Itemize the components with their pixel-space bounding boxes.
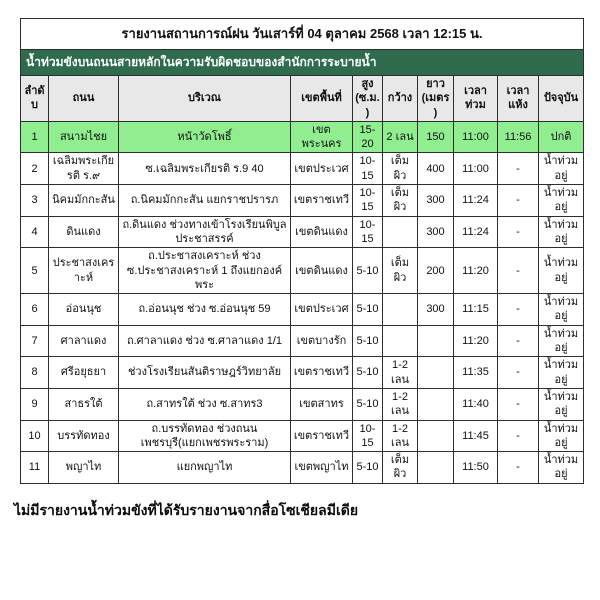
cell-area: ถ.อ่อนนุช ช่วง ซ.อ่อนนุช 59 bbox=[119, 294, 291, 326]
footer-note: ไม่มีรายงานน้ำท่วมขังที่ได้รับรายงานจากสื่อโซเชียลมีเดีย bbox=[14, 501, 359, 518]
cell-flood-time: 11:00 bbox=[454, 121, 498, 153]
cell-no: 1 bbox=[21, 121, 49, 153]
section-banner-row bbox=[21, 50, 584, 76]
cell-road: ดินแดง bbox=[49, 216, 119, 248]
cell-area: ช่วงโรงเรียนสันติราษฎร์วิทยาลัย bbox=[119, 357, 291, 389]
cell-width bbox=[383, 216, 418, 248]
cell-no: 8 bbox=[21, 357, 49, 389]
cell-no: 7 bbox=[21, 325, 49, 357]
table-row bbox=[21, 121, 584, 153]
col-header-length: ยาว (เมตร) bbox=[418, 76, 454, 122]
cell-height: 5-10 bbox=[353, 294, 383, 326]
cell-width: 1-2 เลน bbox=[383, 420, 418, 452]
table-row bbox=[21, 357, 584, 389]
cell-length bbox=[418, 388, 454, 420]
cell-road: สาธรใต้ bbox=[49, 388, 119, 420]
cell-district: เขตประเวศ bbox=[291, 153, 353, 185]
cell-district: เขตพญาไท bbox=[291, 452, 353, 484]
cell-length: 300 bbox=[418, 294, 454, 326]
table-row bbox=[21, 153, 584, 185]
cell-width: 1-2 เลน bbox=[383, 388, 418, 420]
cell-height: 5-10 bbox=[353, 452, 383, 484]
cell-dry-time: - bbox=[498, 452, 539, 484]
report-rows bbox=[21, 121, 584, 483]
cell-area: ถ.ประชาสงเคราะห์ ช่วง ซ.ประชาสงเคราะห์ 1 ถึงแยกองค์พระ bbox=[119, 248, 291, 294]
cell-length bbox=[418, 452, 454, 484]
section-banner: น้ำท่วมขังบนถนนสายหลักในความรับผิดชอบของสำนักการระบายน้ำ bbox=[21, 50, 584, 76]
cell-area: หน้าวัดโพธิ์ bbox=[119, 121, 291, 153]
cell-dry-time: - bbox=[498, 325, 539, 357]
cell-area: แยกพญาไท bbox=[119, 452, 291, 484]
report-container bbox=[14, 18, 583, 522]
cell-dry-time: - bbox=[498, 248, 539, 294]
cell-status: น้ำท่วมอยู่ bbox=[539, 153, 584, 185]
cell-width: เต็มผิว bbox=[383, 185, 418, 217]
cell-width: 2 เลน bbox=[383, 121, 418, 153]
cell-height: 10-15 bbox=[353, 420, 383, 452]
cell-height: 10-15 bbox=[353, 216, 383, 248]
cell-road: ศาลาแดง bbox=[49, 325, 119, 357]
cell-flood-time: 11:15 bbox=[454, 294, 498, 326]
col-header-status: ปัจจุบัน bbox=[539, 76, 584, 122]
cell-dry-time: - bbox=[498, 185, 539, 217]
cell-flood-time: 11:24 bbox=[454, 216, 498, 248]
cell-district: เขตราชเทวี bbox=[291, 420, 353, 452]
cell-area: ถ.นิคมมักกะสัน แยกราชปรารภ bbox=[119, 185, 291, 217]
col-header-height: สูง (ซ.ม.) bbox=[353, 76, 383, 122]
cell-length: 300 bbox=[418, 185, 454, 217]
cell-status: น้ำท่วมอยู่ bbox=[539, 420, 584, 452]
cell-road: ประชาสงเคราะห์ bbox=[49, 248, 119, 294]
cell-status: น้ำท่วมอยู่ bbox=[539, 248, 584, 294]
cell-dry-time: 11:56 bbox=[498, 121, 539, 153]
cell-dry-time: - bbox=[498, 294, 539, 326]
cell-no: 10 bbox=[21, 420, 49, 452]
cell-length: 150 bbox=[418, 121, 454, 153]
cell-height: 10-15 bbox=[353, 153, 383, 185]
cell-length bbox=[418, 357, 454, 389]
table-row bbox=[21, 216, 584, 248]
cell-flood-time: 11:45 bbox=[454, 420, 498, 452]
table-row bbox=[21, 185, 584, 217]
cell-width bbox=[383, 294, 418, 326]
cell-length bbox=[418, 420, 454, 452]
cell-district: เขตบางรัก bbox=[291, 325, 353, 357]
cell-status: น้ำท่วมอยู่ bbox=[539, 185, 584, 217]
cell-road: อ่อนนุช bbox=[49, 294, 119, 326]
table-row bbox=[21, 294, 584, 326]
col-header-road: ถนน bbox=[49, 76, 119, 122]
cell-width bbox=[383, 325, 418, 357]
cell-height: 5-10 bbox=[353, 325, 383, 357]
cell-flood-time: 11:35 bbox=[454, 357, 498, 389]
column-header-row bbox=[21, 76, 584, 122]
cell-no: 9 bbox=[21, 388, 49, 420]
cell-dry-time: - bbox=[498, 153, 539, 185]
cell-no: 6 bbox=[21, 294, 49, 326]
cell-dry-time: - bbox=[498, 216, 539, 248]
cell-no: 5 bbox=[21, 248, 49, 294]
cell-road: นิคมมักกะสัน bbox=[49, 185, 119, 217]
table-row bbox=[21, 388, 584, 420]
cell-district: เขตดินแดง bbox=[291, 216, 353, 248]
cell-status: น้ำท่วมอยู่ bbox=[539, 357, 584, 389]
cell-status: น้ำท่วมอยู่ bbox=[539, 388, 584, 420]
cell-dry-time: - bbox=[498, 420, 539, 452]
cell-district: เขตราชเทวี bbox=[291, 185, 353, 217]
cell-height: 5-10 bbox=[353, 357, 383, 389]
cell-area: ซ.เฉลิมพระเกียรติ ร.9 40 bbox=[119, 153, 291, 185]
cell-road: พญาไท bbox=[49, 452, 119, 484]
cell-no: 11 bbox=[21, 452, 49, 484]
col-header-district: เขตพื้นที่ bbox=[291, 76, 353, 122]
cell-length: 400 bbox=[418, 153, 454, 185]
cell-no: 3 bbox=[21, 185, 49, 217]
cell-flood-time: 11:40 bbox=[454, 388, 498, 420]
cell-flood-time: 11:20 bbox=[454, 248, 498, 294]
cell-flood-time: 11:20 bbox=[454, 325, 498, 357]
table-row bbox=[21, 248, 584, 294]
cell-no: 2 bbox=[21, 153, 49, 185]
cell-district: เขตพระนคร bbox=[291, 121, 353, 153]
table-row bbox=[21, 420, 584, 452]
cell-district: เขตราชเทวี bbox=[291, 357, 353, 389]
cell-road: สนามไชย bbox=[49, 121, 119, 153]
cell-district: เขตสาทร bbox=[291, 388, 353, 420]
cell-no: 4 bbox=[21, 216, 49, 248]
col-header-width: กว้าง bbox=[383, 76, 418, 122]
cell-height: 15-20 bbox=[353, 121, 383, 153]
col-header-no: ลำดับ bbox=[21, 76, 49, 122]
cell-flood-time: 11:00 bbox=[454, 153, 498, 185]
cell-area: ถ.ดินแดง ช่วงทางเข้าโรงเรียนพิบูลประชาสรรค์ bbox=[119, 216, 291, 248]
cell-status: น้ำท่วมอยู่ bbox=[539, 294, 584, 326]
cell-height: 10-15 bbox=[353, 185, 383, 217]
cell-flood-time: 11:50 bbox=[454, 452, 498, 484]
report-title-row bbox=[21, 19, 584, 50]
cell-area: ถ.สาทรใต้ ช่วง ซ.สาทร3 bbox=[119, 388, 291, 420]
cell-height: 5-10 bbox=[353, 248, 383, 294]
cell-width: 1-2 เลน bbox=[383, 357, 418, 389]
cell-area: ถ.ศาลาแดง ช่วง ซ.ศาลาแดง 1/1 bbox=[119, 325, 291, 357]
col-header-dry-time: เวลาแห้ง bbox=[498, 76, 539, 122]
report-title: รายงานสถานการณ์ฝน วันเสาร์ที่ 04 ตุลาคม 2568 เวลา 12:15 น. bbox=[21, 19, 584, 50]
cell-length: 300 bbox=[418, 216, 454, 248]
cell-height: 5-10 bbox=[353, 388, 383, 420]
cell-length bbox=[418, 325, 454, 357]
cell-area: ถ.บรรทัดทอง ช่วงถนนเพชรบุรี(แยกเพชรพระราม) bbox=[119, 420, 291, 452]
flood-report-table bbox=[20, 18, 584, 484]
cell-road: บรรทัดทอง bbox=[49, 420, 119, 452]
cell-road: ศรีอยุธยา bbox=[49, 357, 119, 389]
table-row bbox=[21, 452, 584, 484]
cell-road: เฉลิมพระเกียรติ ร.๙ bbox=[49, 153, 119, 185]
cell-status: น้ำท่วมอยู่ bbox=[539, 216, 584, 248]
col-header-flood-time: เวลาท่วม bbox=[454, 76, 498, 122]
cell-status: น้ำท่วมอยู่ bbox=[539, 325, 584, 357]
col-header-area: บริเวณ bbox=[119, 76, 291, 122]
cell-length: 200 bbox=[418, 248, 454, 294]
cell-dry-time: - bbox=[498, 357, 539, 389]
cell-district: เขตดินแดง bbox=[291, 248, 353, 294]
cell-district: เขตประเวศ bbox=[291, 294, 353, 326]
cell-width: เต็มผิว bbox=[383, 248, 418, 294]
cell-dry-time: - bbox=[498, 388, 539, 420]
cell-width: เต็มผิว bbox=[383, 153, 418, 185]
cell-status: น้ำท่วมอยู่ bbox=[539, 452, 584, 484]
cell-flood-time: 11:24 bbox=[454, 185, 498, 217]
cell-status: ปกติ bbox=[539, 121, 584, 153]
table-row bbox=[21, 325, 584, 357]
cell-width: เต็มผิว bbox=[383, 452, 418, 484]
